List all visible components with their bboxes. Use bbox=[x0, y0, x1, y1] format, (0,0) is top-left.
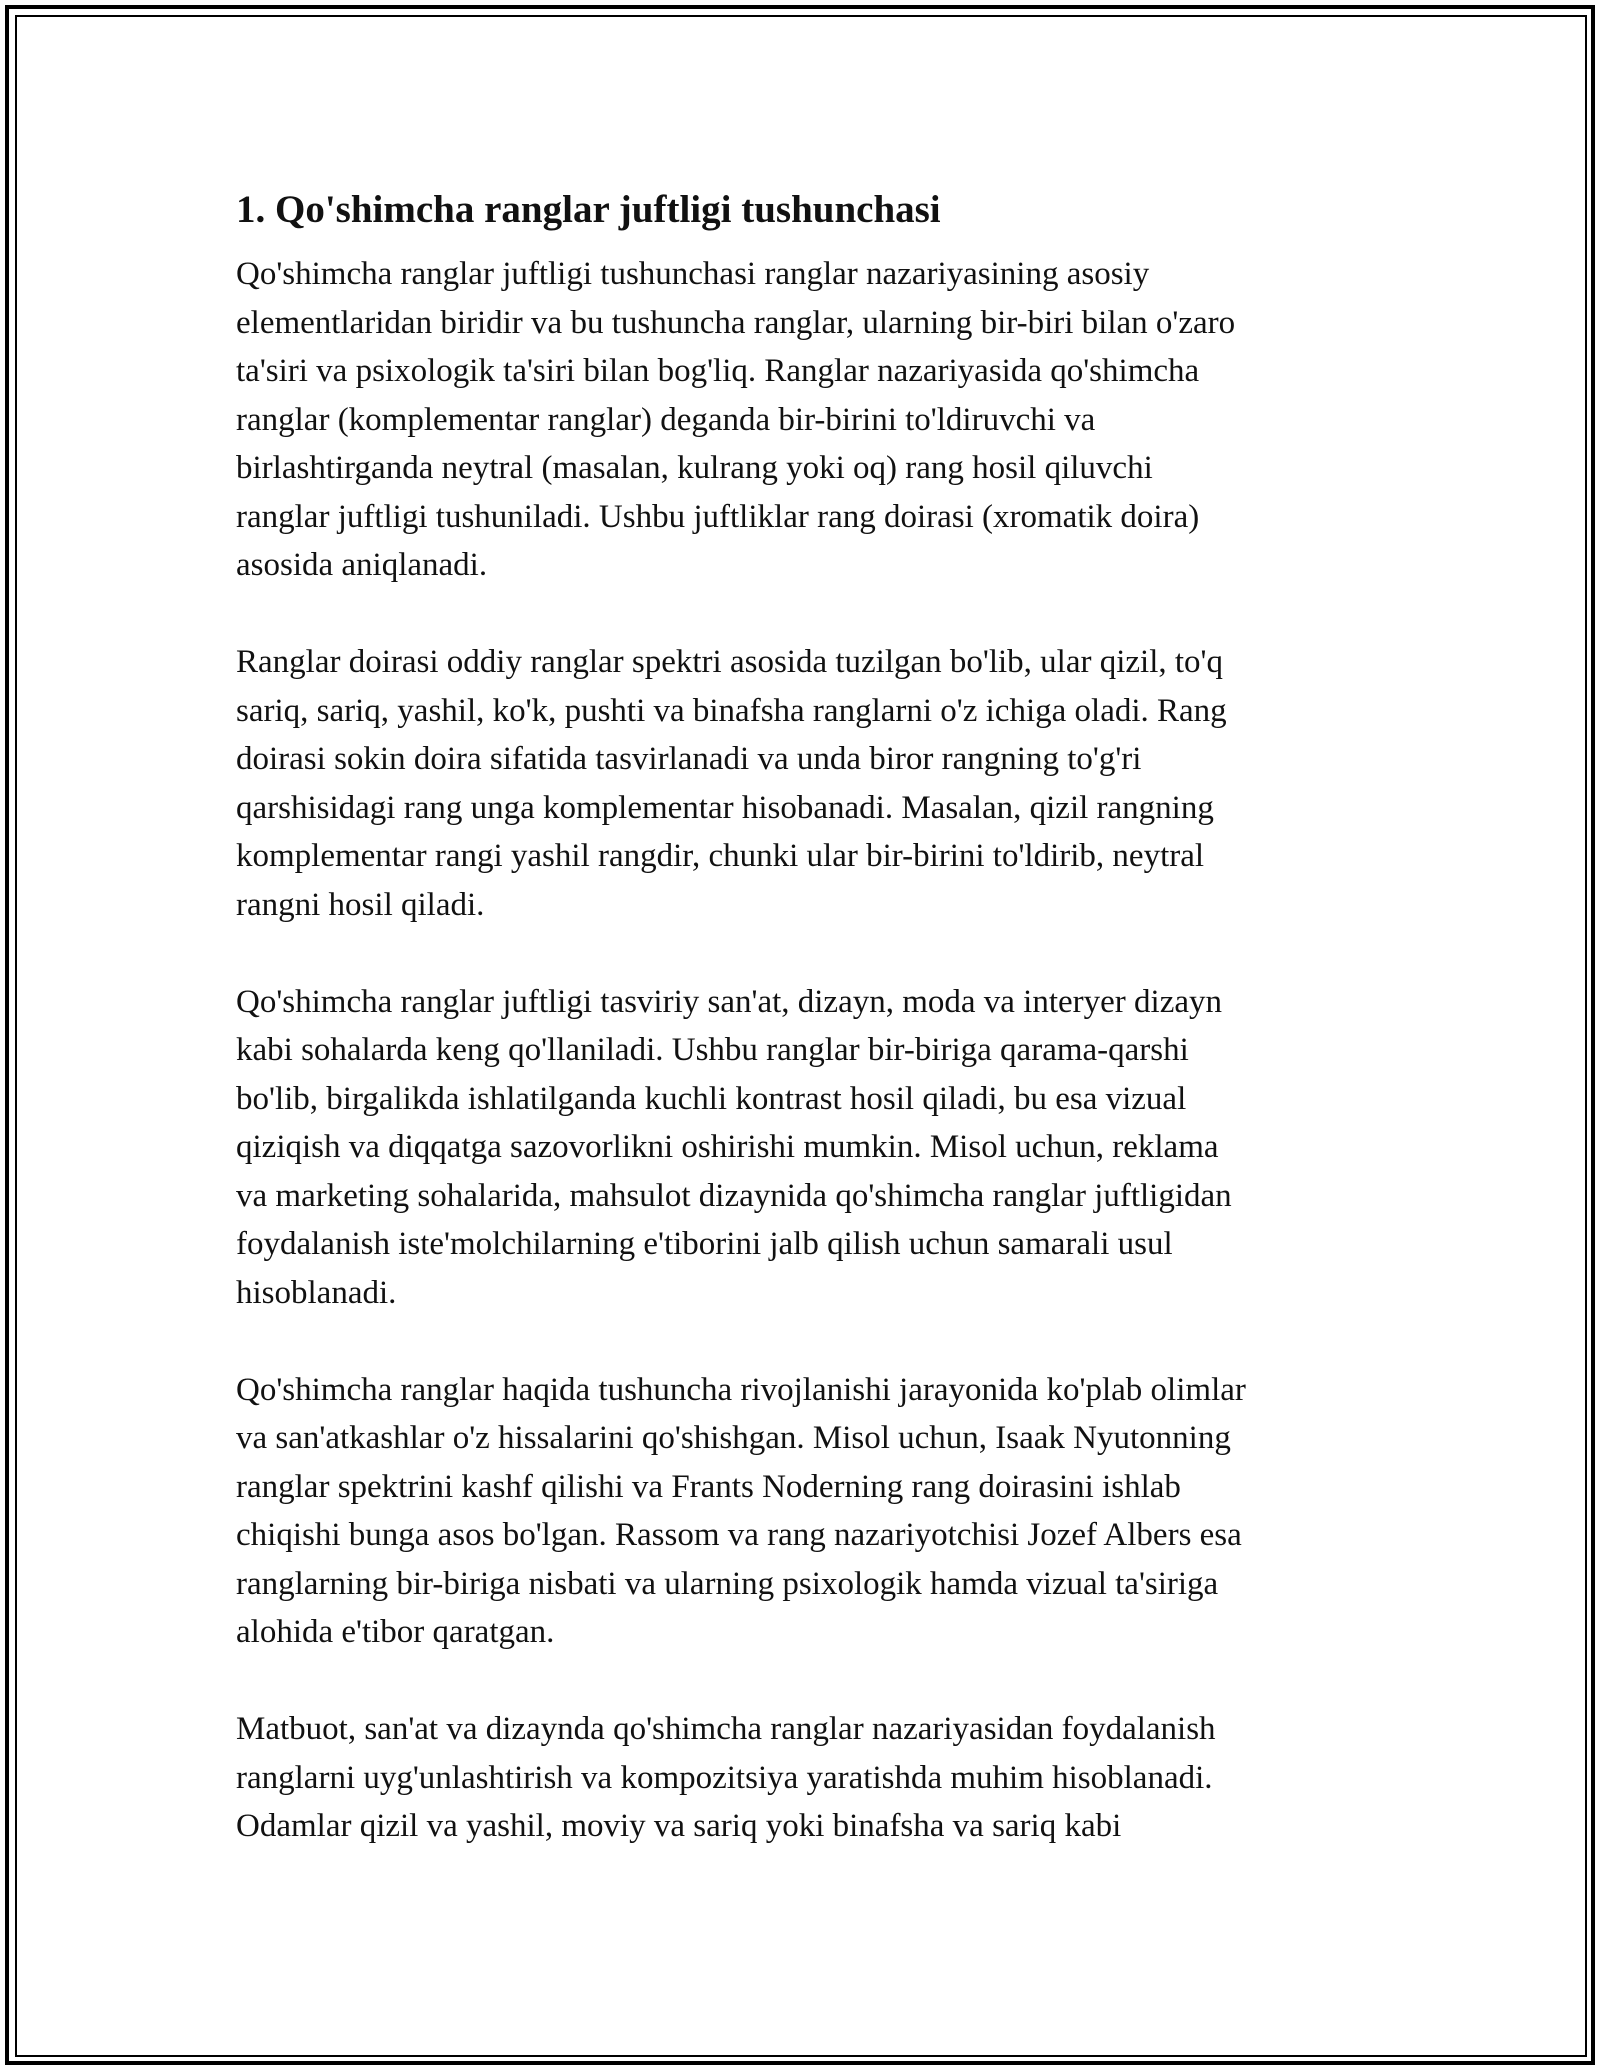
paragraph-line: ranglar spektrini kashf qilishi va Frants Noderning rang doirasini ishlab bbox=[236, 1468, 1181, 1505]
paragraph-line: hisoblanadi. bbox=[236, 1274, 397, 1311]
paragraph-line: Odamlar qizil va yashil, moviy va sariq yoki binafsha va sariq kabi bbox=[236, 1808, 1122, 1844]
paragraph-line: sariq, sariq, yashil, ko'k, pushti va binafsha ranglarni o'z ichiga oladi. Rang bbox=[236, 692, 1227, 729]
paragraph-line: komplementar rangi yashil rangdir, chunki ular bir-birini to'ldirib, neytral bbox=[236, 838, 1205, 874]
paragraph-line: asosida aniqlanadi. bbox=[236, 547, 488, 583]
paragraph-line: Qo'shimcha ranglar haqida tushuncha rivojlanishi jarayonida ko'plab olimlar bbox=[236, 1371, 1246, 1408]
paragraph-line: va marketing sohalarida, mahsulot dizaynida qo'shimcha ranglar juftligidan bbox=[236, 1177, 1232, 1214]
paragraph-line: Qo'shimcha ranglar juftligi tushunchasi ranglar nazariyasining asosiy bbox=[236, 256, 1150, 292]
paragraph-line: chiqishi bunga asos bo'lgan. Rassom va rang nazariyotchisi Jozef Albers esa bbox=[236, 1517, 1242, 1553]
paragraph bbox=[236, 978, 1366, 1318]
paragraph-line: Qo'shimcha ranglar juftligi tasviriy san'at, dizayn, moda va interyer dizayn bbox=[236, 983, 1223, 1020]
paragraph bbox=[236, 1366, 1366, 1657]
paragraph-line: rangni hosil qiladi. bbox=[236, 886, 485, 923]
paragraph-line: bo'lib, birgalikda ishlatilganda kuchli kontrast hosil qiladi, bu esa vizual bbox=[236, 1080, 1187, 1117]
paragraph-line: ranglarni uyg'unlashtirish va kompozitsiya yaratishda muhim hisoblanadi. bbox=[236, 1759, 1213, 1796]
paragraph-line: qarshisidagi rang unga komplementar hisobanadi. Masalan, qizil rangning bbox=[236, 789, 1214, 826]
paragraph-line: ranglar (komplementar ranglar) deganda bir-birini to'ldiruvchi va bbox=[236, 401, 1096, 438]
paragraph bbox=[236, 250, 1366, 590]
paragraph-line: kabi sohalarda keng qo'llaniladi. Ushbu ranglar bir-biriga qarama-qarshi bbox=[236, 1032, 1189, 1068]
document-body bbox=[236, 184, 1366, 1851]
paragraph bbox=[236, 638, 1366, 929]
paragraph-line: Ranglar doirasi oddiy ranglar spektri asosida tuzilgan bo'lib, ular qizil, to'q bbox=[236, 644, 1224, 680]
section-heading: 1. Qo'shimcha ranglar juftligi tushunchasi bbox=[236, 188, 941, 231]
paragraph-line: qiziqish va diqqatga sazovorlikni oshirishi mumkin. Misol uchun, reklama bbox=[236, 1129, 1219, 1165]
paragraph-line: alohida e'tibor qaratgan. bbox=[236, 1614, 555, 1650]
paragraph-line: elementlaridan biridir va bu tushuncha ranglar, ularning bir-biri bilan o'zaro bbox=[236, 304, 1236, 341]
paragraphs-container bbox=[236, 250, 1366, 1851]
paragraph-line: ranglarning bir-biriga nisbati va ularning psixologik hamda vizual ta'siriga bbox=[236, 1565, 1219, 1602]
paragraph-line: ta'siri va psixologik ta'siri bilan bog'liq. Ranglar nazariyasida qo'shimcha bbox=[236, 353, 1200, 389]
paragraph-line: va san'atkashlar o'z hissalarini qo'shishgan. Misol uchun, Isaak Nyutonning bbox=[236, 1420, 1231, 1456]
paragraph-line: ranglar juftligi tushuniladi. Ushbu juftliklar rang doirasi (xromatik doira) bbox=[236, 498, 1200, 535]
paragraph-line: birlashtirganda neytral (masalan, kulrang yoki oq) rang hosil qiluvchi bbox=[236, 450, 1153, 486]
paragraph-line: doirasi sokin doira sifatida tasvirlanadi va unda biror rangning to'g'ri bbox=[236, 741, 1142, 777]
paragraph bbox=[236, 1705, 1366, 1851]
paragraph-line: foydalanish iste'molchilarning e'tiborini jalb qilish uchun samarali usul bbox=[236, 1226, 1173, 1262]
paragraph-line: Matbuot, san'at va dizaynda qo'shimcha ranglar nazariyasidan foydalanish bbox=[236, 1711, 1216, 1747]
